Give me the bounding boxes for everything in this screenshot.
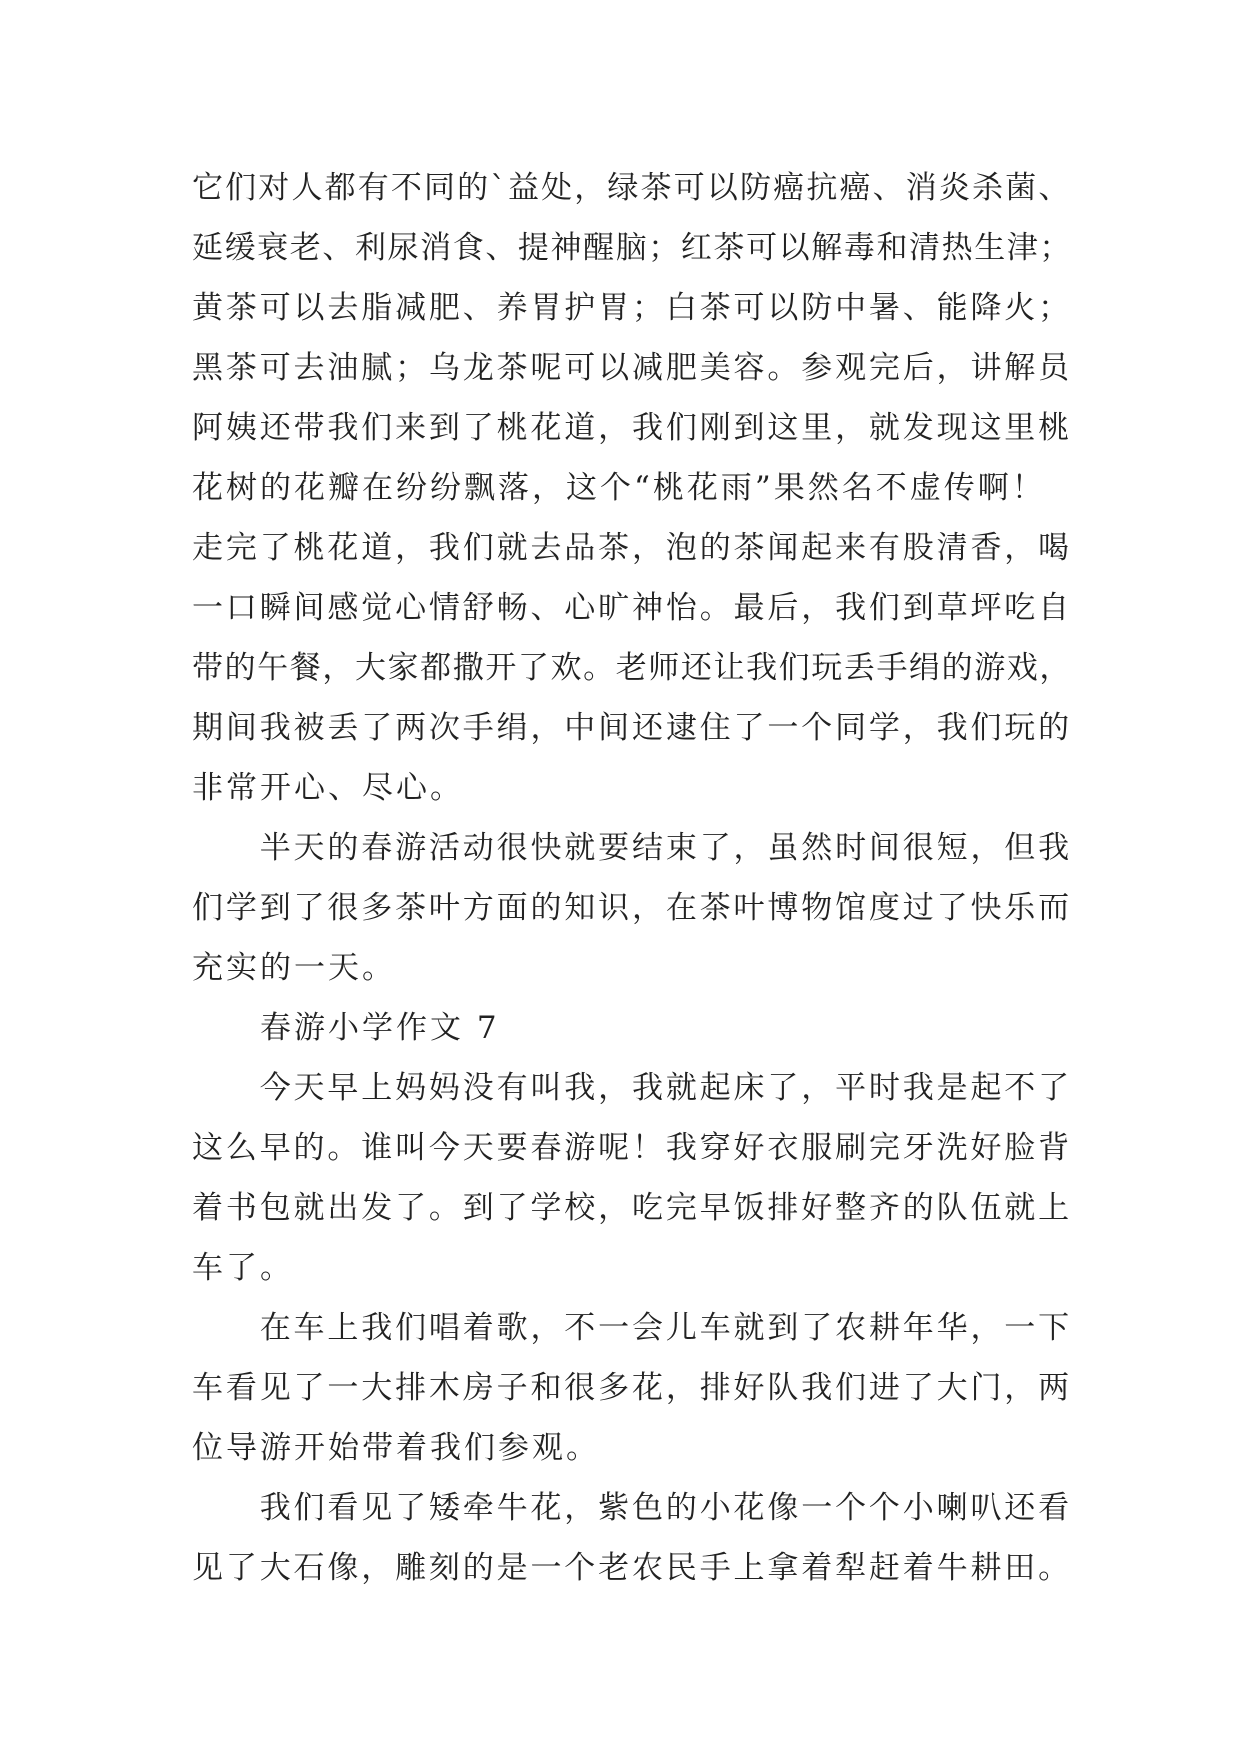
text-line: 花树的花瓣在纷纷飘落，这个“桃花雨”果然名不虚传啊！ [192,470,1046,506]
text-line: 位导游开始带着我们参观。 [192,1430,600,1466]
text-line: 黄茶可以去脂减肥、养胃护胃；白茶可以防中暑、能降火； [192,290,1072,326]
text-line: 们学到了很多茶叶方面的知识，在茶叶博物馆度过了快乐而 [192,890,1072,926]
text-line: 这么早的。谁叫今天要春游呢！我穿好衣服刷完牙洗好脸背 [192,1130,1072,1166]
text-line: 半天的春游活动很快就要结束了，虽然时间很短，但我 [192,830,1072,866]
text-line: 走完了桃花道，我们就去品茶，泡的茶闻起来有股清香，喝 [192,530,1072,566]
text-line: 车了。 [192,1250,294,1286]
text-line: 阿姨还带我们来到了桃花道，我们刚到这里，就发现这里桃 [192,410,1072,446]
text-line: 一口瞬间感觉心情舒畅、心旷神怡。最后，我们到草坪吃自 [192,590,1072,626]
text-line: 非常开心、尽心。 [192,770,464,806]
text-line: 它们对人都有不同的`益处，绿茶可以防癌抗癌、消炎杀菌、 [192,170,1072,206]
text-line: 期间我被丢了两次手绢，中间还逮住了一个同学，我们玩的 [192,710,1072,746]
text-line: 延缓衰老、利尿消食、提神醒脑；红茶可以解毒和清热生津； [192,230,1072,266]
text-line: 带的午餐，大家都撒开了欢。老师还让我们玩丢手绢的游戏， [192,650,1072,686]
document-body [192,158,1072,1598]
text-line: 着书包就出发了。到了学校，吃完早饭排好整齐的队伍就上 [192,1190,1072,1226]
section-heading: 春游小学作文 7 [192,1010,500,1046]
text-line: 在车上我们唱着歌，不一会儿车就到了农耕年华，一下 [192,1310,1072,1346]
text-line: 今天早上妈妈没有叫我，我就起床了，平时我是起不了 [192,1070,1072,1106]
text-line: 充实的一天。 [192,950,396,986]
text-line: 车看见了一大排木房子和很多花，排好队我们进了大门，两 [192,1370,1072,1406]
text-line: 见了大石像，雕刻的是一个老农民手上拿着犁赶着牛耕田。 [192,1550,1072,1586]
text-line: 黑茶可去油腻；乌龙茶呢可以减肥美容。参观完后，讲解员 [192,350,1072,386]
text-line: 我们看见了矮牵牛花，紫色的小花像一个个小喇叭还看 [192,1490,1072,1526]
